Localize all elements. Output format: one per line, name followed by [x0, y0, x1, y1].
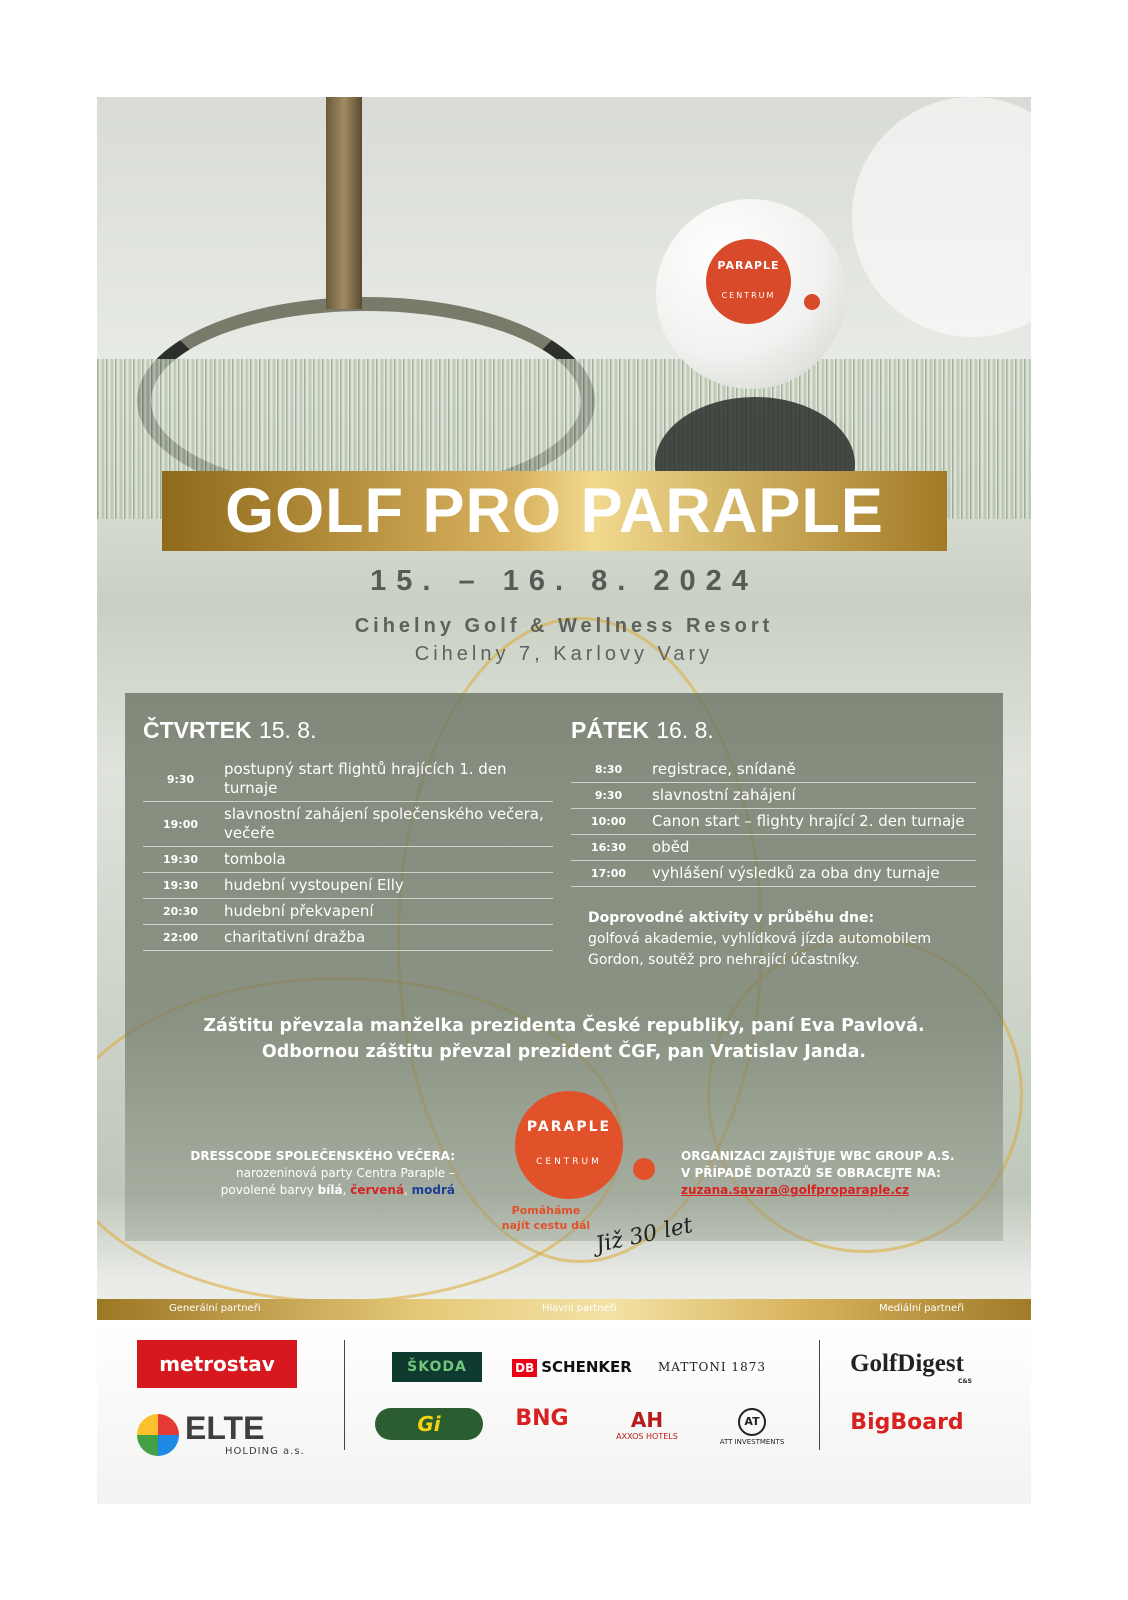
day-heading-thursday — [143, 717, 316, 744]
signature: Již 30 let — [593, 1213, 695, 1258]
elte-dots-icon — [137, 1414, 179, 1456]
ball-logo-bottom: CENTRUM — [721, 291, 776, 300]
schedule-friday — [571, 757, 976, 887]
schedule-time: 17:00 — [590, 867, 626, 880]
elte-name: ELTE — [185, 1410, 265, 1446]
schedule-time: 19:30 — [162, 879, 198, 892]
tagline-line: Pomáháme — [511, 1204, 581, 1217]
organizer-line: V PŘÍPADĚ DOTAZŮ SE OBRACEJTE NA: — [681, 1166, 941, 1180]
poster — [97, 97, 1031, 1504]
label-media-partners: Mediální partneři — [879, 1303, 964, 1314]
golf-digest-logo — [832, 1350, 982, 1386]
flag-pin — [326, 97, 362, 309]
golf-digest-sub: C&S — [958, 1378, 972, 1385]
golf-digest-text: GolfDigest — [850, 1350, 964, 1377]
schedule-activity: registrace, snídaně — [652, 760, 796, 778]
db-schenker-logo — [507, 1352, 637, 1382]
schedule-time: 9:30 — [166, 772, 195, 786]
label-main-partners: Hlavní partneři — [542, 1303, 617, 1314]
poster-title: GOLF PRO PARAPLE — [225, 476, 884, 546]
label-general-partners: Generální partneři — [169, 1303, 261, 1314]
schedule-time: 9:30 — [594, 789, 623, 802]
accompanying-activities — [588, 908, 968, 971]
title-band — [162, 471, 947, 551]
schedule-row — [143, 757, 553, 802]
logo-bottom-text: CENTRUM — [536, 1157, 602, 1167]
bokeh-light — [852, 97, 1031, 337]
schedule-time: 19:30 — [162, 853, 198, 866]
att-mark: AT — [738, 1408, 766, 1436]
schedule-time: 22:00 — [162, 931, 198, 944]
patronage-line: Záštitu převzala manželka prezidenta České republiky, paní Eva Pavlová. — [203, 1016, 925, 1036]
dresscode-prefix: povolené barvy — [220, 1183, 314, 1197]
patronage-line: Odbornou záštitu převzal prezident ČGF, pan Vratislav Janda. — [261, 1042, 867, 1062]
ball-paraple-logo — [706, 239, 791, 324]
sponsors-area — [97, 1320, 1031, 1504]
schenker-text: SCHENKER — [541, 1358, 632, 1376]
organizer-email-link[interactable]: zuzana.savara@golfproparaple.cz — [681, 1183, 910, 1197]
schedule-activity: charitativní dražba — [224, 928, 366, 946]
paraple-logo-dot — [633, 1158, 655, 1180]
organizer-line: ORGANIZACI ZAJIŠŤUJE WBC GROUP A.S. — [681, 1149, 955, 1163]
golf-ball — [656, 199, 846, 389]
schedule-activity: oběd — [652, 838, 690, 856]
metrostav-logo: metrostav — [137, 1340, 297, 1388]
patronage-text — [125, 1013, 1003, 1065]
schedule-activity: slavnostní zahájení společenského večera, večeře — [224, 805, 544, 842]
program-panel — [125, 693, 1003, 1258]
schedule-activity: slavnostní zahájení — [652, 786, 796, 804]
schedule-row — [571, 861, 976, 887]
schedule-time: 20:30 — [162, 905, 198, 918]
schedule-row — [571, 783, 976, 809]
schedule-row — [571, 809, 976, 835]
separator — [344, 1340, 345, 1450]
ball-logo-top: PARAPLE — [717, 259, 780, 272]
tagline — [481, 1203, 611, 1233]
day-name: ČTVRTEK — [143, 717, 252, 743]
bigboard-logo: BigBoard — [850, 1410, 964, 1435]
paraple-logo — [515, 1091, 623, 1199]
axxos-hotels-logo — [602, 1408, 692, 1448]
dresscode-line: narozeninová party Centra Paraple – — [236, 1166, 455, 1180]
dresscode-heading: DRESSCODE SPOLEČENSKÉHO VEČERA: — [190, 1149, 455, 1163]
schedule-activity: hudební vystoupení Elly — [224, 876, 404, 894]
schedule-row — [143, 873, 553, 899]
day-name: PÁTEK — [571, 717, 649, 743]
att-investments-logo — [712, 1408, 792, 1448]
axxos-mark: AH — [630, 1408, 664, 1432]
schedule-time: 16:30 — [590, 841, 626, 854]
ball-logo-dot — [804, 294, 820, 310]
schedule-time: 19:00 — [162, 817, 198, 831]
schedule-activity: tombola — [224, 850, 286, 868]
day-date: 16. 8. — [656, 717, 714, 743]
partner-bar — [97, 1299, 1031, 1320]
day-heading-friday — [571, 717, 714, 744]
tagline-line: najít cestu dál — [501, 1219, 591, 1232]
bng-logo: BNG — [515, 1406, 569, 1431]
venue-address: Cihelny 7, Karlovy Vary — [414, 643, 714, 665]
schedule-row — [143, 847, 553, 873]
schedule-activity: vyhlášení výsledků za oba dny turnaje — [652, 864, 940, 882]
dresscode-colors: povolené barvy bílá, červená, modrá — [220, 1183, 455, 1197]
schedule-thursday — [143, 757, 553, 951]
color-blue: modrá — [411, 1183, 455, 1197]
axxos-text: AXXOS HOTELS — [616, 1432, 678, 1441]
schedule-row — [143, 925, 553, 951]
activities-text: golfová akademie, vyhlídková jízda automobilem Gordon, soutěž pro nehrající účastníky. — [588, 931, 931, 968]
schedule-row — [143, 802, 553, 847]
elte-logo — [133, 1410, 308, 1460]
dresscode-block — [155, 1148, 455, 1199]
schedule-activity: hudební překvapení — [224, 902, 374, 920]
schedule-row — [571, 835, 976, 861]
schedule-activity: Canon start – flighty hrající 2. den turnaje — [652, 812, 965, 830]
activities-heading: Doprovodné aktivity v průběhu dne: — [588, 910, 875, 926]
color-white: bílá — [317, 1183, 343, 1197]
day-date: 15. 8. — [258, 717, 317, 743]
separator — [819, 1340, 820, 1450]
db-mark: DB — [512, 1359, 537, 1377]
color-red: červená — [350, 1183, 404, 1197]
schedule-time: 8:30 — [594, 763, 623, 776]
mattoni-logo: MATTONI 1873 — [658, 1360, 766, 1374]
schedule-row — [571, 757, 976, 783]
venue-name: Cihelny Golf & Wellness Resort — [354, 615, 774, 637]
event-dates: 15. – 16. 8. 2024 — [370, 565, 758, 597]
gi-logo: Gi — [375, 1408, 483, 1440]
schedule-time: 10:00 — [590, 815, 626, 828]
logo-top-text: PARAPLE — [526, 1119, 612, 1135]
organizer-block — [681, 1148, 991, 1199]
elte-sub: HOLDING a.s. — [225, 1446, 305, 1457]
skoda-logo: ŠKODA — [392, 1352, 482, 1382]
att-text: ATT INVESTMENTS — [719, 1438, 785, 1446]
schedule-activity: postupný start flightů hrajících 1. den turnaje — [224, 760, 507, 797]
schedule-row — [143, 899, 553, 925]
